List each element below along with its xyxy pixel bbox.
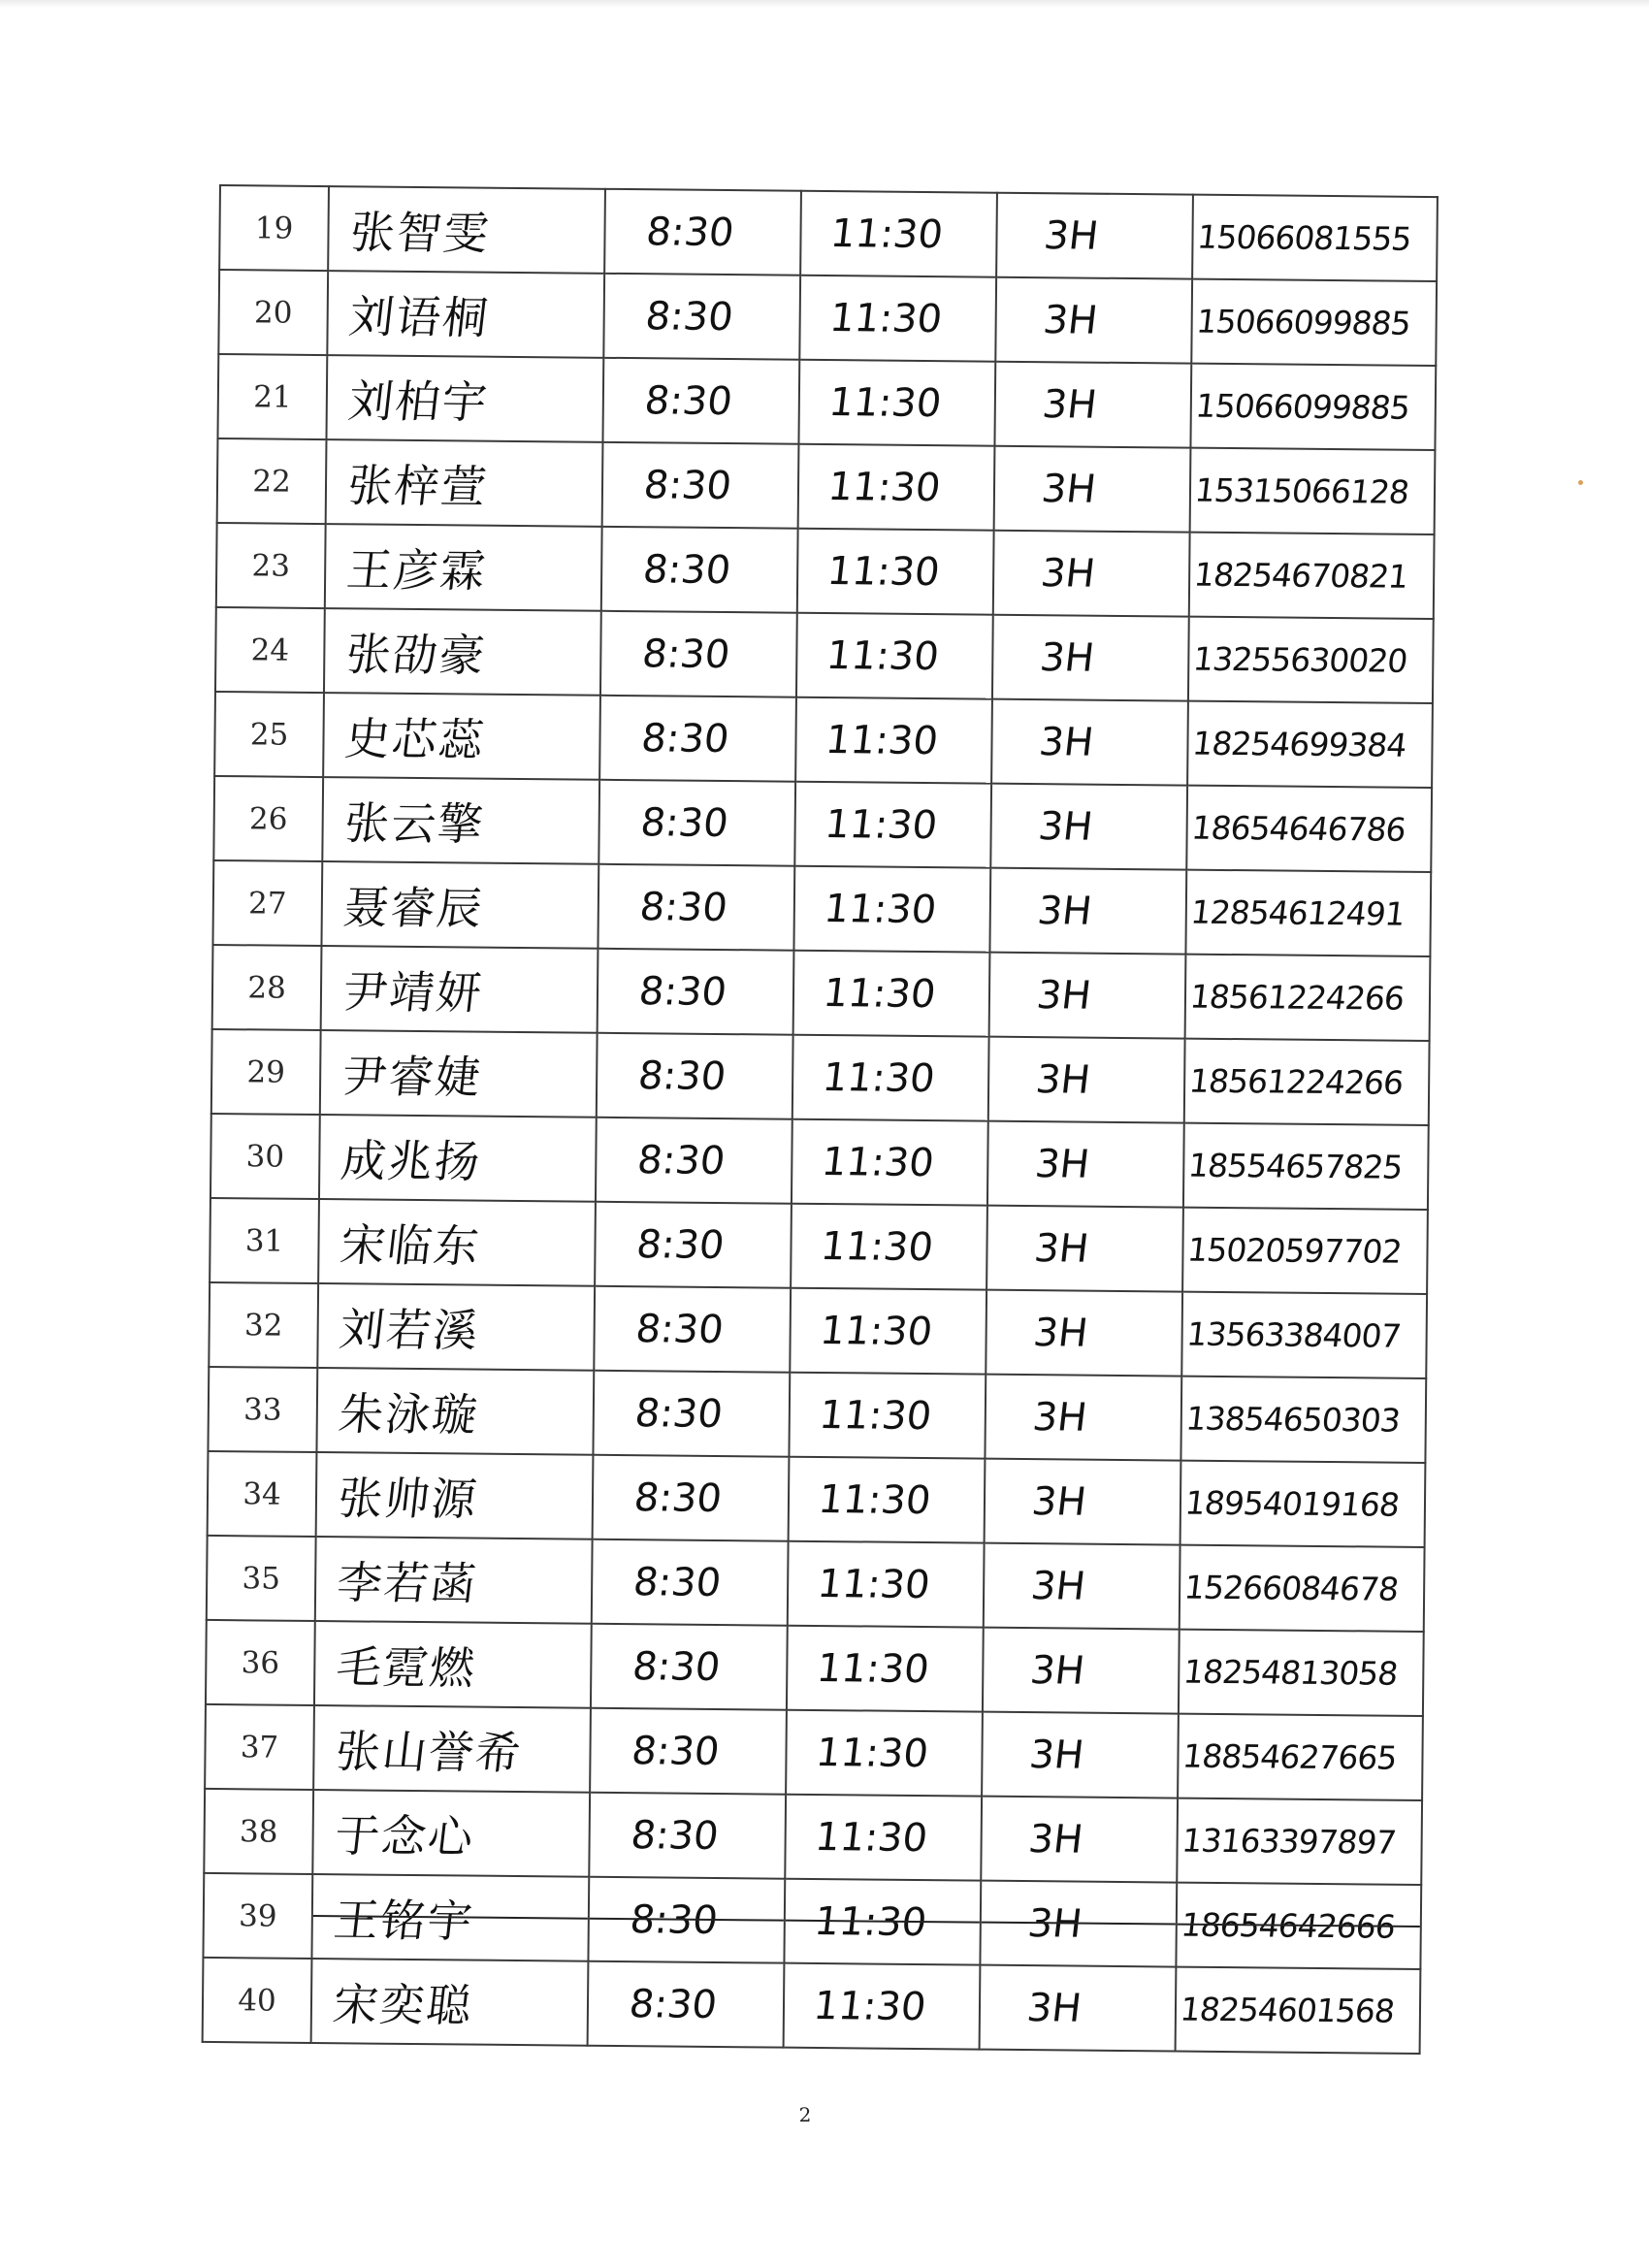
student-name: 毛霓燃	[333, 1639, 480, 1695]
start-time-cell	[604, 189, 801, 275]
scan-speck	[1578, 480, 1583, 485]
duration-cell	[986, 1290, 1182, 1377]
phone-number-cell	[1180, 1377, 1426, 1463]
row-number-cell	[210, 1114, 320, 1199]
row-number-cell	[217, 438, 327, 524]
student-name: 王铭宇	[331, 1893, 477, 1948]
phone-number-cell	[1188, 617, 1434, 703]
row-number: 30	[245, 1138, 285, 1175]
row-number-cell	[215, 607, 325, 693]
end-time-cell	[797, 529, 994, 615]
start-time: 8:30	[630, 1643, 723, 1690]
row-number: 31	[244, 1222, 284, 1259]
student-name-cell	[321, 861, 598, 949]
end-time-cell	[793, 951, 990, 1037]
scan-top-edge	[0, 0, 1649, 8]
student-name-cell	[316, 1368, 594, 1455]
row-number: 19	[254, 210, 294, 246]
duration-cell	[985, 1375, 1181, 1461]
phone-number: 12854612491	[1188, 892, 1407, 933]
student-name: 聂睿辰	[340, 880, 487, 935]
duration-cell	[984, 1543, 1180, 1630]
table-row	[205, 1704, 1423, 1800]
phone-number-cell	[1181, 1292, 1427, 1378]
duration: 3H	[1027, 1647, 1087, 1694]
row-number: 40	[238, 1982, 276, 2019]
duration: 3H	[1032, 1141, 1092, 1187]
start-time-cell	[590, 1708, 787, 1795]
start-time-cell	[602, 442, 799, 529]
phone-number-cell	[1192, 195, 1438, 281]
duration: 3H	[1024, 1985, 1084, 2031]
duration-cell	[985, 1459, 1181, 1545]
row-number-cell	[206, 1620, 315, 1705]
row-number: 21	[252, 378, 292, 415]
duration-cell	[982, 1712, 1179, 1798]
row-number: 37	[240, 1729, 279, 1766]
phone-number: 15020597702	[1185, 1230, 1404, 1271]
start-time-cell	[593, 1371, 790, 1457]
start-time: 8:30	[641, 462, 734, 508]
start-time-cell	[603, 274, 800, 360]
row-number-cell	[204, 1789, 313, 1874]
row-number: 23	[251, 547, 291, 584]
start-time-cell	[601, 527, 798, 613]
student-name-cell	[313, 1705, 591, 1793]
duration: 3H	[1028, 1563, 1088, 1609]
duration: 3H	[1036, 803, 1095, 850]
student-name: 宋临东	[338, 1217, 484, 1273]
phone-number: 13563384007	[1184, 1314, 1403, 1355]
duration-cell	[980, 1965, 1177, 2052]
student-name-cell	[315, 1537, 593, 1624]
start-time: 8:30	[627, 1981, 720, 2027]
row-number-cell	[207, 1536, 316, 1621]
row-number: 36	[241, 1644, 280, 1681]
row-number-cell	[208, 1451, 317, 1537]
table-row	[213, 776, 1432, 872]
student-name-cell	[325, 524, 602, 611]
end-time: 11:30	[817, 1392, 934, 1439]
student-name: 王彦霖	[343, 542, 490, 598]
phone-number: 15266084678	[1181, 1568, 1401, 1608]
start-time: 8:30	[632, 1390, 726, 1437]
end-time-cell	[798, 444, 995, 531]
start-time-cell	[591, 1624, 788, 1710]
row-number-cell	[205, 1704, 314, 1790]
start-time-cell	[599, 696, 796, 782]
end-time: 11:30	[812, 1898, 929, 1945]
start-time: 8:30	[638, 715, 732, 761]
phone-number-cell	[1182, 1208, 1428, 1294]
end-time: 11:30	[811, 1983, 928, 2029]
phone-number-cell	[1189, 533, 1435, 619]
row-number: 26	[248, 800, 288, 837]
student-name-cell	[323, 693, 600, 780]
start-time: 8:30	[629, 1812, 722, 1859]
row-number-cell	[203, 1958, 312, 2043]
student-name-cell	[319, 1115, 597, 1202]
row-number-cell	[212, 860, 322, 946]
start-time-cell	[588, 1961, 785, 2048]
row-number-cell	[218, 270, 328, 355]
table-row	[210, 1114, 1429, 1210]
duration: 3H	[1039, 466, 1099, 512]
duration: 3H	[1026, 1732, 1086, 1778]
phone-number: 18854627665	[1180, 1736, 1399, 1777]
row-number-cell	[210, 1198, 319, 1283]
table-row	[210, 1198, 1428, 1294]
start-time-cell	[595, 1202, 792, 1288]
attendance-sheet	[202, 184, 1439, 2055]
phone-number-cell	[1190, 364, 1436, 450]
phone-number: 18561224266	[1186, 1061, 1406, 1102]
end-time-cell	[790, 1288, 986, 1375]
row-number-cell	[216, 523, 326, 608]
table-row	[216, 523, 1435, 619]
start-time-cell	[600, 611, 797, 697]
student-name-cell	[322, 777, 599, 864]
end-time-cell	[793, 866, 990, 953]
duration: 3H	[1041, 297, 1100, 343]
student-name-cell	[311, 1959, 589, 2046]
start-time: 8:30	[628, 1896, 721, 1943]
table-row	[203, 1958, 1421, 2054]
end-time-cell	[786, 1710, 983, 1797]
row-number: 32	[243, 1307, 283, 1344]
phone-number-cell	[1178, 1714, 1423, 1800]
start-time-cell	[602, 358, 799, 444]
end-time: 11:30	[813, 1730, 931, 1776]
table-row	[207, 1536, 1425, 1632]
end-time-cell	[800, 191, 997, 277]
duration: 3H	[1036, 719, 1096, 765]
student-name: 张劭豪	[342, 627, 490, 682]
student-name: 于念心	[332, 1808, 478, 1863]
table-row	[206, 1620, 1424, 1716]
duration-cell	[981, 1797, 1178, 1883]
student-name: 张山誉希	[333, 1724, 526, 1779]
row-number-cell	[211, 1029, 321, 1115]
duration: 3H	[1033, 1056, 1093, 1103]
end-time-cell	[784, 1879, 981, 1965]
end-time-cell	[792, 1035, 989, 1121]
phone-number: 18254699384	[1190, 724, 1408, 764]
start-time: 8:30	[633, 1306, 727, 1352]
table-row	[209, 1282, 1427, 1378]
start-time: 8:30	[640, 546, 733, 593]
row-number-cell	[209, 1282, 318, 1368]
table-row	[212, 945, 1431, 1041]
table-row	[208, 1451, 1426, 1547]
phone-number-cell	[1184, 1039, 1430, 1125]
end-time: 11:30	[819, 1139, 937, 1185]
student-name-cell	[327, 271, 604, 358]
end-time: 11:30	[827, 295, 945, 341]
end-time: 11:30	[824, 548, 943, 595]
start-time: 8:30	[643, 209, 737, 255]
end-time-cell	[789, 1457, 986, 1543]
row-number: 28	[247, 969, 286, 1006]
start-time-cell	[597, 1033, 793, 1119]
student-name: 张智雯	[347, 205, 494, 260]
start-time-cell	[594, 1286, 791, 1373]
phone-number-cell	[1179, 1630, 1424, 1716]
row-number-cell	[212, 945, 322, 1030]
duration: 3H	[1031, 1225, 1091, 1272]
row-number-cell	[217, 354, 327, 439]
end-time: 11:30	[824, 632, 942, 679]
row-number-cell	[203, 1873, 312, 1959]
start-time: 8:30	[637, 884, 730, 930]
end-time: 11:30	[818, 1223, 936, 1270]
end-time: 11:30	[823, 717, 941, 763]
phone-number: 13163397897	[1180, 1821, 1398, 1862]
start-time-cell	[589, 1793, 786, 1879]
attendance-table	[202, 184, 1439, 2055]
end-time-cell	[794, 782, 991, 868]
start-time: 8:30	[639, 631, 732, 677]
student-name-cell	[316, 1452, 594, 1539]
row-number: 22	[252, 463, 291, 500]
duration-cell	[983, 1628, 1180, 1714]
end-time-cell	[798, 360, 995, 446]
table-row	[211, 1029, 1430, 1125]
row-number: 29	[246, 1053, 286, 1090]
phone-number: 18254813058	[1181, 1652, 1400, 1693]
start-time-cell	[598, 949, 794, 1035]
table-row	[215, 607, 1434, 703]
start-time-cell	[596, 1118, 792, 1204]
duration-cell	[994, 446, 1191, 533]
duration: 3H	[1034, 972, 1094, 1019]
student-name: 宋奕聪	[330, 1977, 476, 2032]
duration: 3H	[1031, 1310, 1090, 1356]
table-row	[212, 860, 1431, 956]
start-time-cell	[592, 1539, 789, 1626]
student-name-cell	[317, 1283, 595, 1371]
student-name: 朱泳璇	[336, 1386, 482, 1442]
student-name: 成兆扬	[338, 1133, 485, 1188]
end-time-cell	[795, 697, 992, 784]
end-time-cell	[799, 275, 996, 362]
student-name: 刘若溪	[337, 1302, 483, 1357]
phone-number: 18654642666	[1179, 1905, 1398, 1946]
start-time: 8:30	[635, 1053, 728, 1099]
start-time-cell	[593, 1455, 790, 1541]
duration: 3H	[1041, 212, 1101, 259]
table-row	[208, 1367, 1426, 1463]
duration: 3H	[1030, 1394, 1090, 1441]
attendance-table-body	[203, 185, 1438, 2054]
duration-cell	[988, 1037, 1185, 1123]
duration-cell	[989, 953, 1186, 1039]
start-time-cell	[598, 780, 795, 866]
student-name-cell	[311, 1874, 589, 1961]
start-time: 8:30	[629, 1728, 722, 1774]
student-name-cell	[318, 1199, 596, 1286]
row-number: 39	[238, 1897, 277, 1934]
table-row	[219, 185, 1438, 281]
row-number-cell	[214, 692, 324, 777]
phone-number: 15066099885	[1193, 386, 1412, 427]
duration: 3H	[1029, 1478, 1089, 1525]
start-time: 8:30	[643, 293, 736, 340]
end-time: 11:30	[822, 886, 939, 932]
page-number: 2	[798, 2103, 812, 2126]
student-name: 史芯蕊	[342, 711, 489, 766]
phone-number: 18954019168	[1182, 1483, 1402, 1524]
phone-number: 18561224266	[1187, 977, 1406, 1018]
start-time: 8:30	[633, 1221, 727, 1268]
student-name-cell	[312, 1790, 590, 1877]
duration: 3H	[1026, 1816, 1085, 1863]
phone-number-cell	[1183, 1123, 1429, 1210]
start-time: 8:30	[631, 1474, 725, 1521]
end-time: 11:30	[818, 1308, 935, 1354]
student-name: 尹靖妍	[340, 964, 486, 1020]
phone-number: 18254601568	[1178, 1990, 1397, 2030]
end-time: 11:30	[823, 801, 940, 848]
phone-number-cell	[1177, 1798, 1422, 1885]
end-time-cell	[785, 1795, 982, 1881]
phone-number-cell	[1186, 786, 1432, 872]
duration: 3H	[1037, 634, 1097, 681]
end-time-cell	[792, 1119, 988, 1206]
student-name-cell	[326, 439, 603, 527]
duration-cell	[991, 699, 1188, 786]
phone-number-cell	[1187, 701, 1433, 788]
end-time-cell	[796, 613, 993, 699]
end-time: 11:30	[825, 464, 943, 510]
duration-cell	[995, 277, 1192, 364]
phone-number-cell	[1185, 870, 1431, 956]
duration-cell	[996, 193, 1193, 279]
phone-number-cell	[1191, 279, 1437, 366]
end-time-cell	[788, 1541, 985, 1628]
start-time: 8:30	[634, 1137, 728, 1183]
end-time: 11:30	[813, 1814, 930, 1861]
duration-cell	[992, 615, 1189, 701]
end-time: 11:30	[815, 1561, 933, 1607]
end-time-cell	[789, 1373, 986, 1459]
duration-cell	[986, 1206, 1183, 1292]
table-row	[217, 438, 1436, 535]
row-number: 35	[242, 1560, 281, 1597]
duration-cell	[993, 531, 1190, 617]
row-number: 34	[242, 1475, 281, 1512]
phone-number-cell	[1176, 1967, 1421, 2054]
student-name: 张帅源	[335, 1471, 481, 1526]
duration: 3H	[1035, 888, 1095, 934]
row-number-cell	[219, 185, 329, 271]
start-time: 8:30	[636, 968, 729, 1015]
phone-number: 18554657825	[1186, 1146, 1405, 1186]
table-row	[218, 270, 1437, 366]
start-time: 8:30	[638, 799, 731, 846]
student-name: 刘柏宇	[345, 373, 492, 429]
phone-number: 15315066128	[1192, 470, 1411, 511]
row-number: 27	[247, 885, 287, 922]
end-time-cell	[787, 1626, 984, 1712]
student-name-cell	[314, 1621, 592, 1708]
student-name: 尹睿婕	[339, 1049, 485, 1104]
phone-number: 15066099885	[1194, 302, 1412, 342]
end-time-cell	[784, 1963, 981, 2050]
duration-cell	[989, 868, 1186, 955]
phone-number: 13255630020	[1191, 639, 1409, 680]
end-time: 11:30	[814, 1645, 932, 1692]
duration-cell	[990, 784, 1187, 870]
end-time-cell	[791, 1204, 987, 1290]
row-number-cell	[208, 1367, 317, 1452]
end-time: 11:30	[816, 1476, 933, 1523]
end-time: 11:30	[820, 1054, 938, 1101]
row-number: 20	[253, 294, 293, 331]
phone-number: 13854650303	[1183, 1399, 1403, 1440]
end-time: 11:30	[821, 970, 938, 1017]
student-name: 张梓萱	[344, 458, 491, 513]
row-number: 25	[249, 716, 289, 753]
row-number: 24	[250, 632, 290, 668]
end-time: 11:30	[827, 211, 946, 257]
student-name: 李若菡	[334, 1555, 480, 1610]
phone-number: 15066081555	[1195, 217, 1413, 258]
phone-number: 18654646786	[1189, 808, 1407, 849]
student-name-cell	[321, 946, 598, 1033]
student-name-cell	[326, 355, 603, 442]
duration: 3H	[1040, 381, 1100, 428]
student-name: 张云擎	[341, 795, 488, 851]
end-time: 11:30	[826, 379, 944, 426]
row-number: 38	[239, 1813, 278, 1850]
student-name-cell	[324, 608, 601, 696]
duration: 3H	[1025, 1900, 1084, 1947]
phone-number-cell	[1185, 955, 1431, 1041]
phone-number: 18254670821	[1191, 555, 1410, 596]
duration-cell	[987, 1121, 1184, 1208]
phone-number-cell	[1190, 448, 1436, 535]
student-name: 刘语桐	[346, 289, 493, 344]
table-row	[204, 1789, 1422, 1885]
student-name-cell	[328, 186, 605, 274]
table-row	[214, 692, 1433, 788]
duration: 3H	[1038, 550, 1098, 597]
row-number-cell	[213, 776, 323, 861]
phone-number-cell	[1176, 1883, 1421, 1969]
row-number: 33	[242, 1391, 282, 1428]
start-time: 8:30	[642, 377, 735, 424]
start-time: 8:30	[630, 1559, 724, 1605]
student-name-cell	[320, 1030, 598, 1118]
table-row	[203, 1873, 1421, 1969]
start-time-cell	[588, 1877, 785, 1963]
duration-cell	[994, 362, 1191, 448]
phone-number-cell	[1180, 1545, 1425, 1632]
start-time-cell	[598, 864, 794, 951]
phone-number-cell	[1180, 1461, 1426, 1547]
duration-cell	[980, 1881, 1177, 1967]
table-row	[217, 354, 1436, 450]
